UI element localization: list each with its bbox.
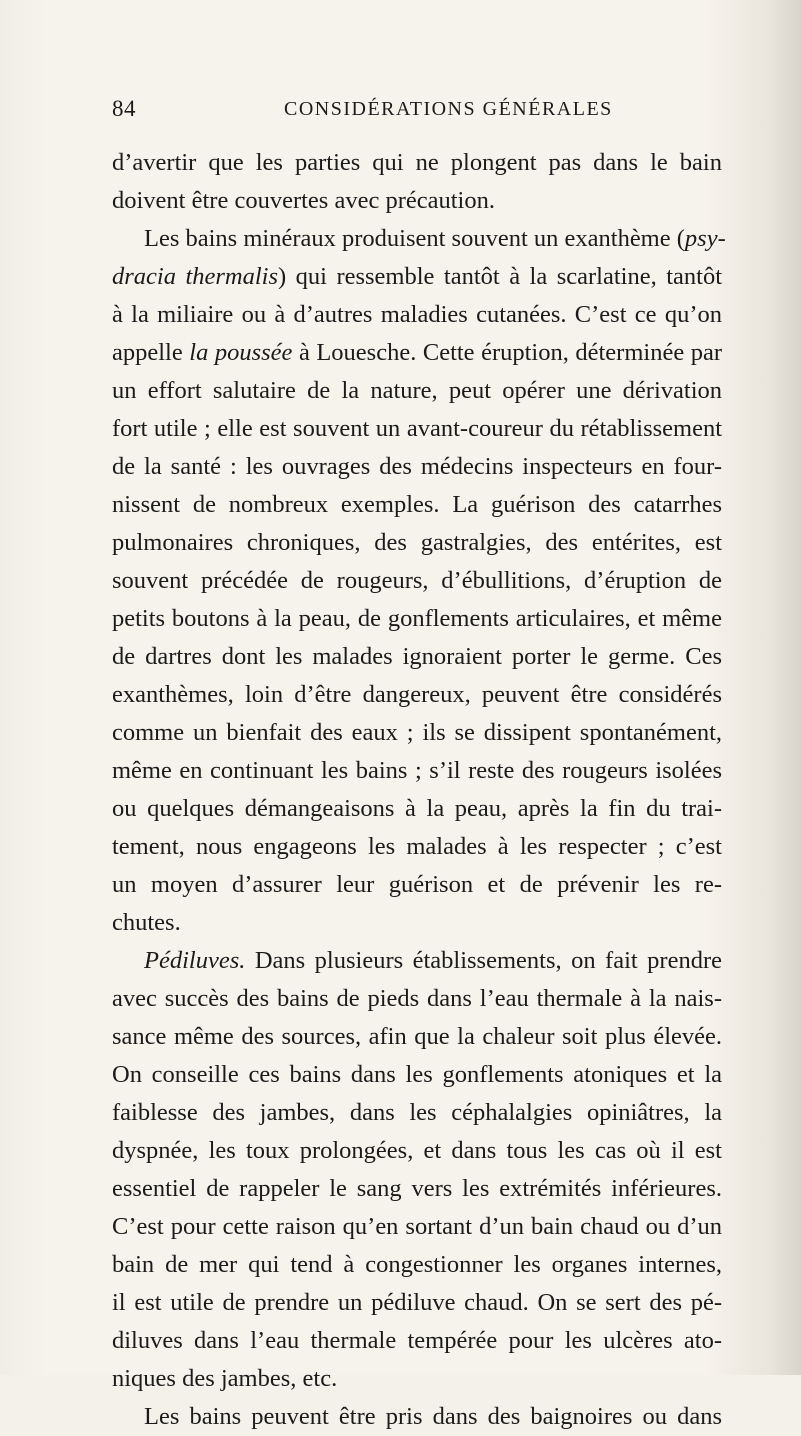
running-title: CONSIDÉRATIONS GÉNÉRALES: [284, 98, 613, 120]
page-number: 84: [112, 96, 136, 121]
text-line: ou quelques démangeaisons à la peau, après la fin du trai-: [112, 795, 722, 822]
text-line: même en continuant les bains ; s’il reste des rougeurs isolées: [112, 757, 722, 784]
text-line: sance même des sources, afin que la chaleur soit plus élevée.: [112, 1023, 722, 1050]
text-line: On conseille ces bains dans les gonflements atoniques et la: [112, 1061, 722, 1088]
text-line: nissent de nombreux exemples. La guérison des catarrhes: [112, 491, 722, 518]
text-line: bain de mer qui tend à congestionner les organes internes,: [112, 1251, 722, 1278]
text-line: à la miliaire ou à d’autres maladies cutanées. C’est ce qu’on: [112, 301, 722, 328]
text-line: doivent être couvertes avec précaution.: [112, 187, 495, 214]
text-line: il est utile de prendre un pédiluve chaud. On se sert des pé-: [112, 1289, 722, 1316]
text-line: niques des jambes, etc.: [112, 1365, 338, 1392]
text-line: avec succès des bains de pieds dans l’eau thermale à la nais-: [112, 985, 722, 1012]
text-line: pulmonaires chroniques, des gastralgies, des entérites, est: [112, 529, 722, 556]
text-line: faiblesse des jambes, dans les céphalalgies opiniâtres, la: [112, 1099, 722, 1126]
text-line: C’est pour cette raison qu’en sortant d’un bain chaud ou d’un: [112, 1213, 722, 1240]
text-line: un effort salutaire de la nature, peut opérer une dérivation: [112, 377, 722, 404]
text-line: Les bains minéraux produisent souvent un exanthème (psy-: [144, 225, 726, 252]
page-header: [112, 96, 732, 126]
text-line: tement, nous engageons les malades à les respecter ; c’est: [112, 833, 722, 860]
text-line: chutes.: [112, 909, 181, 936]
text-line: d’avertir que les parties qui ne plongent pas dans le bain: [112, 149, 722, 176]
text-line: Les bains peuvent être pris dans des baignoires ou dans: [144, 1403, 722, 1430]
text-line: petits boutons à la peau, de gonflements articulaires, et même: [112, 605, 722, 632]
body-text: [112, 144, 726, 1436]
text-line: de la santé : les ouvrages des médecins inspecteurs en four-: [112, 453, 722, 480]
text-line: dracia thermalis) qui ressemble tantôt à la scarlatine, tantôt: [112, 263, 722, 290]
text-line: souvent précédée de rougeurs, d’ébullitions, d’éruption de: [112, 567, 722, 594]
text-line: diluves dans l’eau thermale tempérée pour les ulcères ato-: [112, 1327, 722, 1354]
text-line: de dartres dont les malades ignoraient porter le germe. Ces: [112, 643, 722, 670]
text-line: Pédiluves. Dans plusieurs établissements, on fait prendre: [144, 947, 722, 974]
text-line: fort utile ; elle est souvent un avant-coureur du rétablissement: [112, 415, 722, 442]
text-line: comme un bienfait des eaux ; ils se dissipent spontanément,: [112, 719, 722, 746]
text-line: un moyen d’assurer leur guérison et de prévenir les re-: [112, 871, 722, 898]
text-line: essentiel de rappeler le sang vers les extrémités inférieures.: [112, 1175, 722, 1202]
text-line: exanthèmes, loin d’être dangereux, peuvent être considérés: [112, 681, 722, 708]
text-line: appelle la poussée à Louesche. Cette éruption, déterminée par: [112, 339, 722, 366]
text-line: dyspnée, les toux prolongées, et dans tous les cas où il est: [112, 1137, 722, 1164]
